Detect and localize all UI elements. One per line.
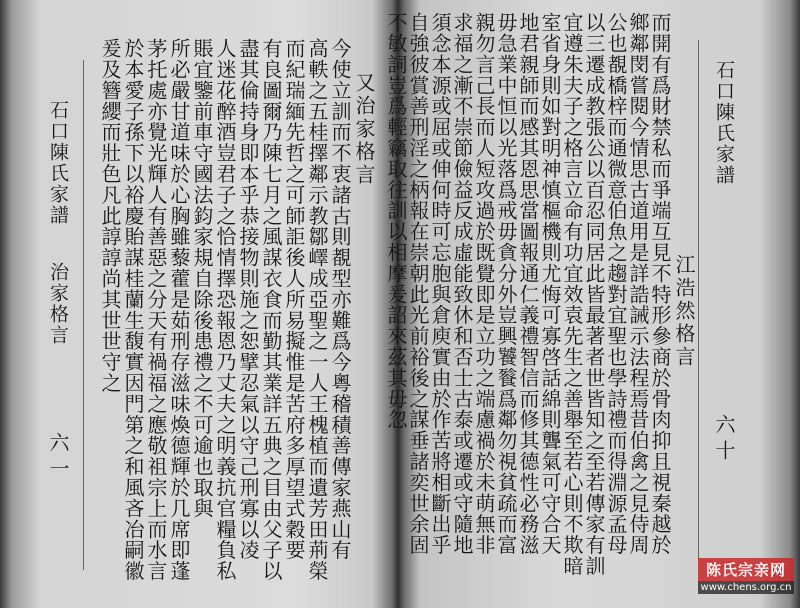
right-page-number: 六十	[712, 414, 736, 466]
left-column-1: 今使立訓而不衷諸古則覩型亦難爲今粵稽積善傳家燕山有	[328, 38, 352, 561]
left-column-5: 盡其倫持身即本乎恭接物則施之恕擘忍氣以守己刑寡以凌	[236, 38, 260, 561]
right-side-title: 石口陳氏家譜	[713, 60, 735, 186]
right-column-12: 自強彼賞善刑淫之柄報在崇朝此光前裕後之謀垂諸奕世余固	[406, 12, 430, 556]
watermark-title: 陈氏宗亲网	[698, 558, 794, 581]
left-page	[0, 0, 398, 608]
left-page-number: 六一	[46, 432, 70, 484]
watermark-url: www.chens.org.cn	[698, 581, 794, 594]
right-column-2: 鄉鄰閔嘗閱今情思古道用是詳誥誡示法程焉昔伯禽之見侍周	[626, 12, 650, 556]
right-margin-rule	[698, 40, 699, 560]
right-column-11: 須念本源或屈或伸何時可忘胞與倉庾實由於作苦將相斷出乎	[428, 12, 452, 556]
left-column-4: 有良圖爾乃陳七月之風謀衣食而勤其業詳五典之目由父子以	[259, 38, 283, 582]
right-column-4: 以三遷成教張公以百忍同居此皆最著者世皆知之至若傳家有訓	[582, 12, 606, 577]
right-column-1: 而開有爲財禁私而爭端互見不特形參商於骨肉抑且視秦越於	[648, 12, 672, 556]
left-column-3: 而紀瑞緬先哲之可師詎後人所易擬惟是苦府多厚望式穀要	[282, 38, 306, 561]
right-column-3: 公也覩橋梓而通微意伯魚之趨對宜聖也學詩禮而得淵源孟母	[604, 12, 628, 556]
left-column-9: 茅托處亦覺光輝人有善惡之分天有禍福之應敬祖宗上而水言	[144, 38, 168, 582]
right-column-7: 地君親師而感其恩思當圖報通仁義禮智信而修其德性必務滋	[516, 12, 540, 556]
right-column-10: 求福之漸不崇節儉益反成虛能致休和否士古泰或遷或守隨地	[450, 12, 474, 556]
left-column-8: 所必嚴甘道味於心胸雖藜藿是茹刑存滋味煥德輝於几席即蓬	[167, 38, 191, 582]
left-column-11: 爰及簪纓而壯色凡此諄諄尚其世世守之	[98, 38, 122, 394]
left-side-section: 治家格言	[47, 262, 69, 346]
right-column-5: 宜遵朱夫子之格言立命有功宜效袁先生之善舉至若心則不欺暗	[560, 12, 584, 577]
left-column-2: 高軼之五桂擇鄰示教鄒嶧成亞聖之一人王槐植而遺芳田荊榮	[305, 38, 329, 582]
left-margin-rule	[83, 60, 84, 570]
left-column-7: 賬宜鑒前車守國法鈞家規自除後患禮之不可逾也取與	[190, 38, 214, 519]
left-side-title: 石口陳氏家譜	[47, 100, 69, 226]
right-column-13: 不敏詞豈爲輕竊取往訓以相摩爰詔來茲其毋忽	[384, 12, 408, 430]
right-column-8: 毋急業中恒以光落爲戒毋貪分外豈興饕餮爲鄰勿視貧疏而富	[494, 12, 518, 556]
left-heading: 又治家格言	[352, 72, 376, 187]
right-page	[384, 0, 800, 608]
right-column-9: 親勿言己長而人短攻過於既覺即是立功之端慮禍於未萌無非	[472, 12, 496, 556]
right-author-line: 江浩然格言	[672, 254, 696, 369]
site-watermark	[698, 558, 794, 594]
right-column-6: 室省身則如對明神慎樞機則尤悔可寡啓話綿則聾氣可守合天	[538, 12, 562, 556]
left-column-6: 人迷花醉酒豈君子之恰情擇恐報恩乃丈夫之明義抗官糧負私	[213, 38, 237, 582]
left-column-10: 於本愛子孫下以裕慶貽謀桂蘭生馥實因門第之和風吝冶嗣徽	[121, 38, 145, 582]
